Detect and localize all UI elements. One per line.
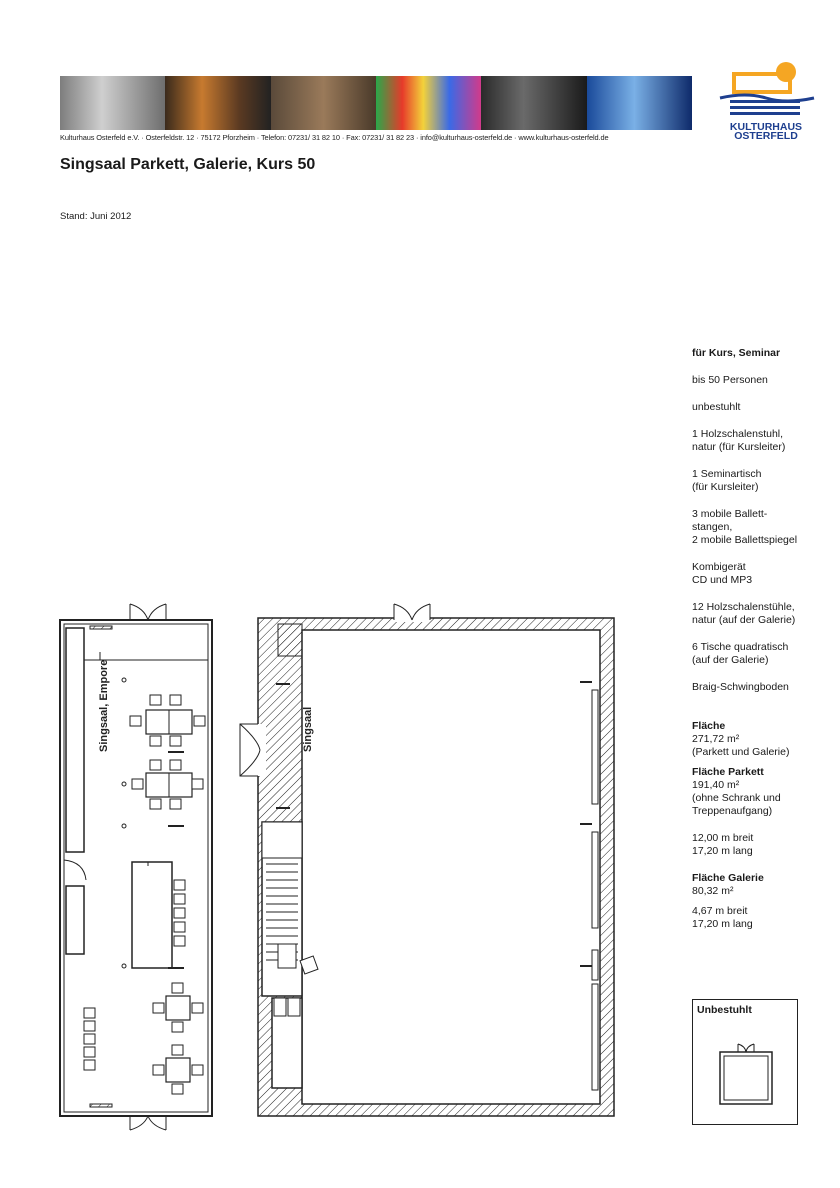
- capacity-text: bis 50 Personen: [692, 374, 768, 386]
- equipment-item: 3 mobile Ballett- stangen, 2 mobile Ballettspiegel: [692, 508, 798, 546]
- equipment-item: Braig-Schwingboden: [692, 681, 789, 693]
- hall-label: Singsaal: [302, 706, 314, 752]
- equipment-item: 6 Tische quadratisch (auf der Galerie): [692, 641, 789, 666]
- legend-room-icon: [693, 1000, 799, 1126]
- equipment-item: 1 Seminartisch (für Kursleiter): [692, 468, 762, 493]
- area-galerie-dimensions: 4,67 m breit 17,20 m lang: [692, 905, 753, 930]
- usage-text: für Kurs, Seminar: [692, 347, 781, 359]
- area-parkett-dimensions: 12,00 m breit 17,20 m lang: [692, 832, 754, 857]
- area-parkett: Fläche Parkett 191,40 m² (ohne Schrank und Treppenaufgang): [692, 766, 781, 817]
- area-galerie: Fläche Galerie 80,32 m²: [692, 872, 764, 897]
- page-title: Singsaal Parkett, Galerie, Kurs 50: [60, 156, 316, 173]
- stand-date: Stand: Juni 2012: [60, 211, 132, 222]
- seating-text: unbestuhlt: [692, 401, 741, 413]
- gallery-plan: [60, 604, 212, 1130]
- hall-plan: [240, 604, 614, 1116]
- contact-line: Kulturhaus Osterfeld e.V. · Osterfeldstr. 12 · 75172 Pforzheim · Telefon: 07231/ 31 82 10 · Fax: 07231/ 31 82 23 · info@kulturhaus-osterfeld.de · www.kulturhaus-osterfeld.de: [60, 133, 609, 142]
- legend-title: Unbestuhlt: [697, 1004, 752, 1016]
- seating-legend: [692, 999, 798, 1125]
- gallery-label: Singsaal, Empore: [98, 659, 110, 752]
- equipment-item: Kombigerät CD und MP3: [692, 561, 753, 586]
- logo-text-line1: KULTURHAUS: [729, 121, 803, 133]
- area-total: Fläche 271,72 m² (Parkett und Galerie): [692, 720, 790, 758]
- equipment-item: 1 Holzschalenstuhl, natur (für Kursleiter): [692, 428, 786, 453]
- equipment-item: 12 Holzschalenstühle, natur (auf der Galerie): [692, 601, 796, 626]
- logo-text-line2: OSTERFELD: [734, 130, 798, 142]
